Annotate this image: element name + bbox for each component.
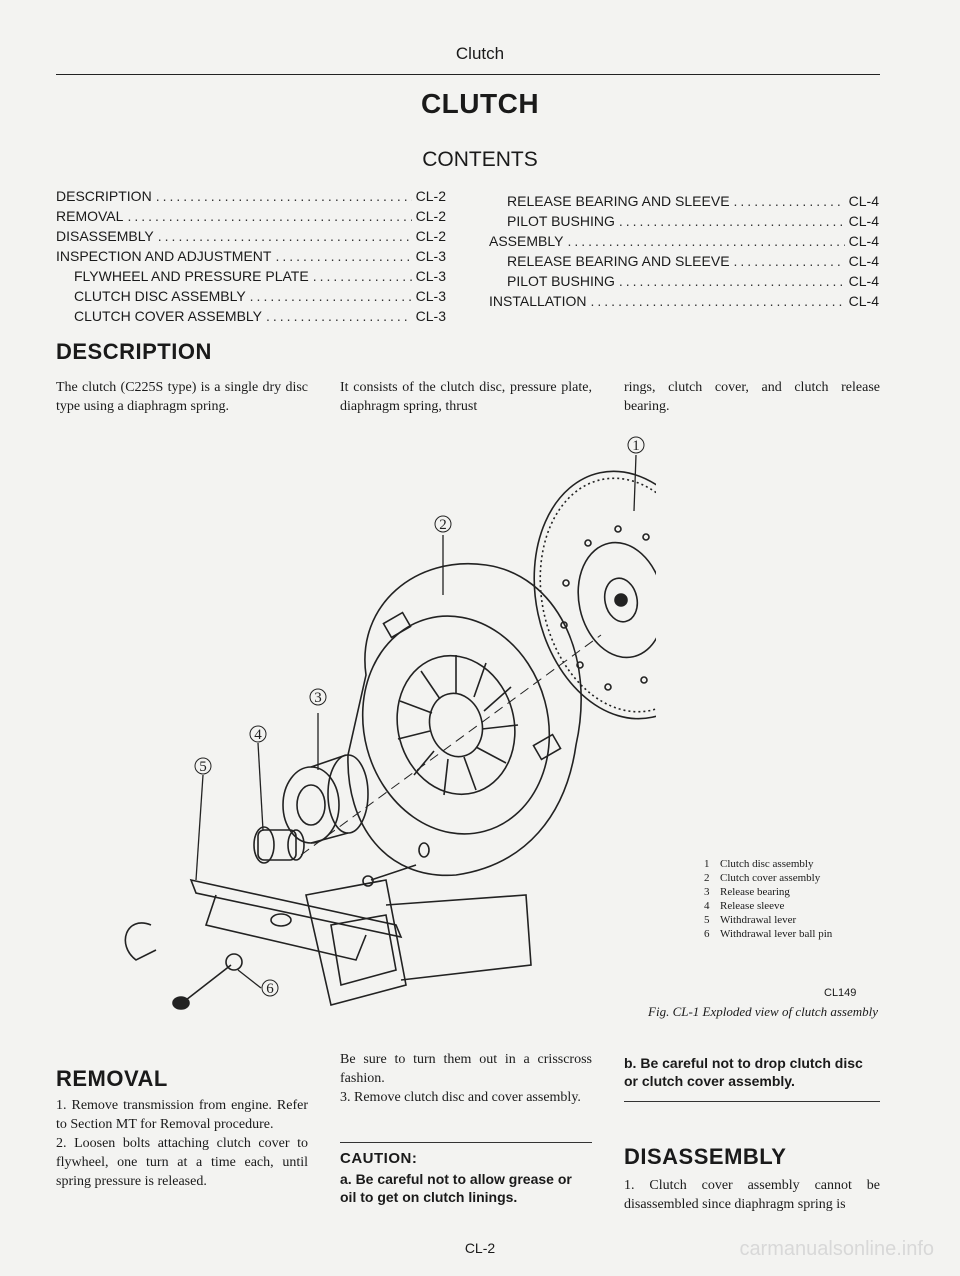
toc-entry bbox=[56, 266, 446, 286]
toc-leader-dots bbox=[567, 231, 844, 251]
bolt-drawing bbox=[371, 865, 416, 880]
toc-leader-dots bbox=[127, 206, 411, 226]
disassembly-heading: DISASSEMBLY bbox=[624, 1144, 787, 1169]
toc-entry bbox=[56, 186, 446, 206]
legend-item bbox=[704, 899, 832, 913]
toc-right-column bbox=[489, 191, 879, 311]
legend-item bbox=[704, 857, 832, 871]
legend-text: Clutch cover assembly bbox=[720, 872, 821, 884]
toc-leader-dots bbox=[734, 251, 845, 271]
toc-entry-page: CL-2 bbox=[415, 188, 446, 204]
legend-number: 3 bbox=[704, 886, 710, 898]
toc-entry-label: CLUTCH COVER ASSEMBLY bbox=[74, 308, 263, 324]
toc-leader-dots bbox=[619, 271, 845, 291]
toc-entry-page: CL-4 bbox=[848, 253, 879, 269]
toc-entry-page: CL-4 bbox=[848, 213, 879, 229]
page-title: CLUTCH bbox=[420, 88, 540, 119]
legend-number: 5 bbox=[704, 914, 710, 926]
toc-entry-page: CL-2 bbox=[415, 228, 446, 244]
exploded-view-illustration bbox=[56, 425, 656, 1025]
description-heading: DESCRIPTION bbox=[56, 339, 212, 364]
contents-title: CONTENTS bbox=[422, 148, 538, 171]
housing-drawing bbox=[306, 880, 531, 1005]
ball-pin-drawing bbox=[173, 954, 242, 1009]
legend-number: 4 bbox=[704, 900, 710, 912]
caution-end-rule bbox=[624, 1101, 880, 1102]
toc-entry-page: CL-3 bbox=[415, 268, 446, 284]
toc-entry-label: CLUTCH DISC ASSEMBLY bbox=[74, 288, 246, 304]
legend-text: Clutch disc assembly bbox=[720, 858, 814, 870]
removal-heading: REMOVAL bbox=[56, 1066, 168, 1091]
toc-entry bbox=[56, 286, 446, 306]
callout-5: 5 bbox=[199, 759, 207, 775]
toc-entry bbox=[489, 231, 879, 251]
callout-4: 4 bbox=[254, 727, 262, 743]
toc-leader-dots bbox=[734, 191, 845, 211]
toc-entry-label: FLYWHEEL AND PRESSURE PLATE bbox=[74, 268, 309, 284]
toc-entry-label: REMOVAL bbox=[56, 208, 124, 224]
toc-entry-page: CL-4 bbox=[848, 273, 879, 289]
removal-text-col2: Be sure to turn them out in a crisscross fashion. 3. Remove clutch disc and cover assembly. bbox=[340, 1052, 592, 1105]
legend-text: Release sleeve bbox=[720, 900, 785, 912]
figure-code: CL149 bbox=[824, 987, 857, 999]
legend-text: Withdrawal lever bbox=[720, 914, 797, 926]
disassembly-text: 1. Clutch cover assembly cannot be disassembled since diaphragm spring is bbox=[624, 1178, 880, 1212]
toc-entry-label: PILOT BUSHING bbox=[507, 213, 615, 229]
caution-rule bbox=[340, 1142, 592, 1143]
toc-entry-label: ASSEMBLY bbox=[489, 233, 564, 249]
toc-entry bbox=[56, 306, 446, 326]
callout-1: 1 bbox=[632, 438, 640, 454]
release-sleeve-drawing bbox=[254, 827, 304, 863]
toc-entry bbox=[489, 211, 879, 231]
callout-2: 2 bbox=[439, 517, 447, 533]
toc-entry bbox=[489, 291, 879, 311]
clutch-cover-drawing bbox=[339, 564, 581, 876]
figure-caption: Fig. CL-1 Exploded view of clutch assembly bbox=[648, 1004, 878, 1019]
toc-entry bbox=[489, 191, 879, 211]
legend-item bbox=[704, 885, 832, 899]
watermark-text: carmanualsonline.info bbox=[739, 1238, 934, 1260]
clip-drawing bbox=[125, 923, 156, 960]
toc-entry bbox=[489, 271, 879, 291]
toc-entry-label: INSTALLATION bbox=[489, 293, 587, 309]
toc-entry-page: CL-2 bbox=[415, 208, 446, 224]
toc-entry bbox=[56, 246, 446, 266]
toc-entry-page: CL-3 bbox=[415, 248, 446, 264]
toc-entry-page: CL-4 bbox=[848, 293, 879, 309]
toc-left-column bbox=[56, 186, 446, 326]
toc-leader-dots bbox=[313, 266, 412, 286]
toc-leader-dots bbox=[591, 291, 845, 311]
callout-3: 3 bbox=[314, 690, 322, 706]
description-text-col1: The clutch (C225S type) is a single dry disc type using a diaphragm spring. bbox=[56, 380, 308, 414]
caution-title: CAUTION: bbox=[340, 1150, 418, 1167]
legend-item bbox=[704, 871, 832, 885]
toc-entry bbox=[56, 206, 446, 226]
caution-item-b: b. Be careful not to drop clutch disc or clutch cover assembly. bbox=[624, 1055, 863, 1089]
callout-6: 6 bbox=[266, 981, 274, 997]
toc-leader-dots bbox=[156, 186, 412, 206]
description-text-col2: It consists of the clutch disc, pressure plate, diaphragm spring, thrust bbox=[340, 380, 592, 414]
legend-item bbox=[704, 913, 832, 927]
toc-entry-page: CL-4 bbox=[848, 233, 879, 249]
toc-entry-page: CL-3 bbox=[415, 308, 446, 324]
running-header: Clutch bbox=[455, 44, 505, 63]
withdrawal-lever-drawing bbox=[191, 880, 401, 960]
description-text-col3: rings, clutch cover, and clutch release bearing. bbox=[624, 380, 880, 414]
legend-number: 6 bbox=[704, 928, 710, 940]
toc-entry-label: RELEASE BEARING AND SLEEVE bbox=[507, 253, 730, 269]
header-rule bbox=[56, 74, 880, 75]
legend-number: 1 bbox=[704, 858, 710, 870]
toc-entry-label: PILOT BUSHING bbox=[507, 273, 615, 289]
toc-leader-dots bbox=[275, 246, 411, 266]
toc-entry-label: RELEASE BEARING AND SLEEVE bbox=[507, 193, 730, 209]
toc-entry-label: DISASSEMBLY bbox=[56, 228, 154, 244]
toc-leader-dots bbox=[619, 211, 845, 231]
removal-text-col1: 1. Remove transmission from engine. Refer to Section MT for Removal procedure. 2. Loosen bolts attaching clutch cover to flywheel, one turn at a time each, until spring pressure is released. bbox=[56, 1098, 308, 1189]
figure-legend bbox=[704, 857, 832, 941]
toc-leader-dots bbox=[266, 306, 412, 326]
toc-entry bbox=[489, 251, 879, 271]
toc-entry-label: INSPECTION AND ADJUSTMENT bbox=[56, 248, 272, 264]
toc-leader-dots bbox=[158, 226, 412, 246]
legend-text: Withdrawal lever ball pin bbox=[720, 928, 833, 940]
toc-entry-page: CL-4 bbox=[848, 193, 879, 209]
caution-item-a: a. Be careful not to allow grease or oil to get on clutch linings. bbox=[340, 1171, 572, 1205]
legend-item bbox=[704, 927, 832, 941]
page-number: CL-2 bbox=[464, 1240, 496, 1256]
legend-text: Release bearing bbox=[720, 886, 790, 898]
legend-number: 2 bbox=[704, 872, 710, 884]
toc-entry-page: CL-3 bbox=[415, 288, 446, 304]
toc-entry bbox=[56, 226, 446, 246]
toc-leader-dots bbox=[250, 286, 412, 306]
toc-entry-label: DESCRIPTION bbox=[56, 188, 152, 204]
